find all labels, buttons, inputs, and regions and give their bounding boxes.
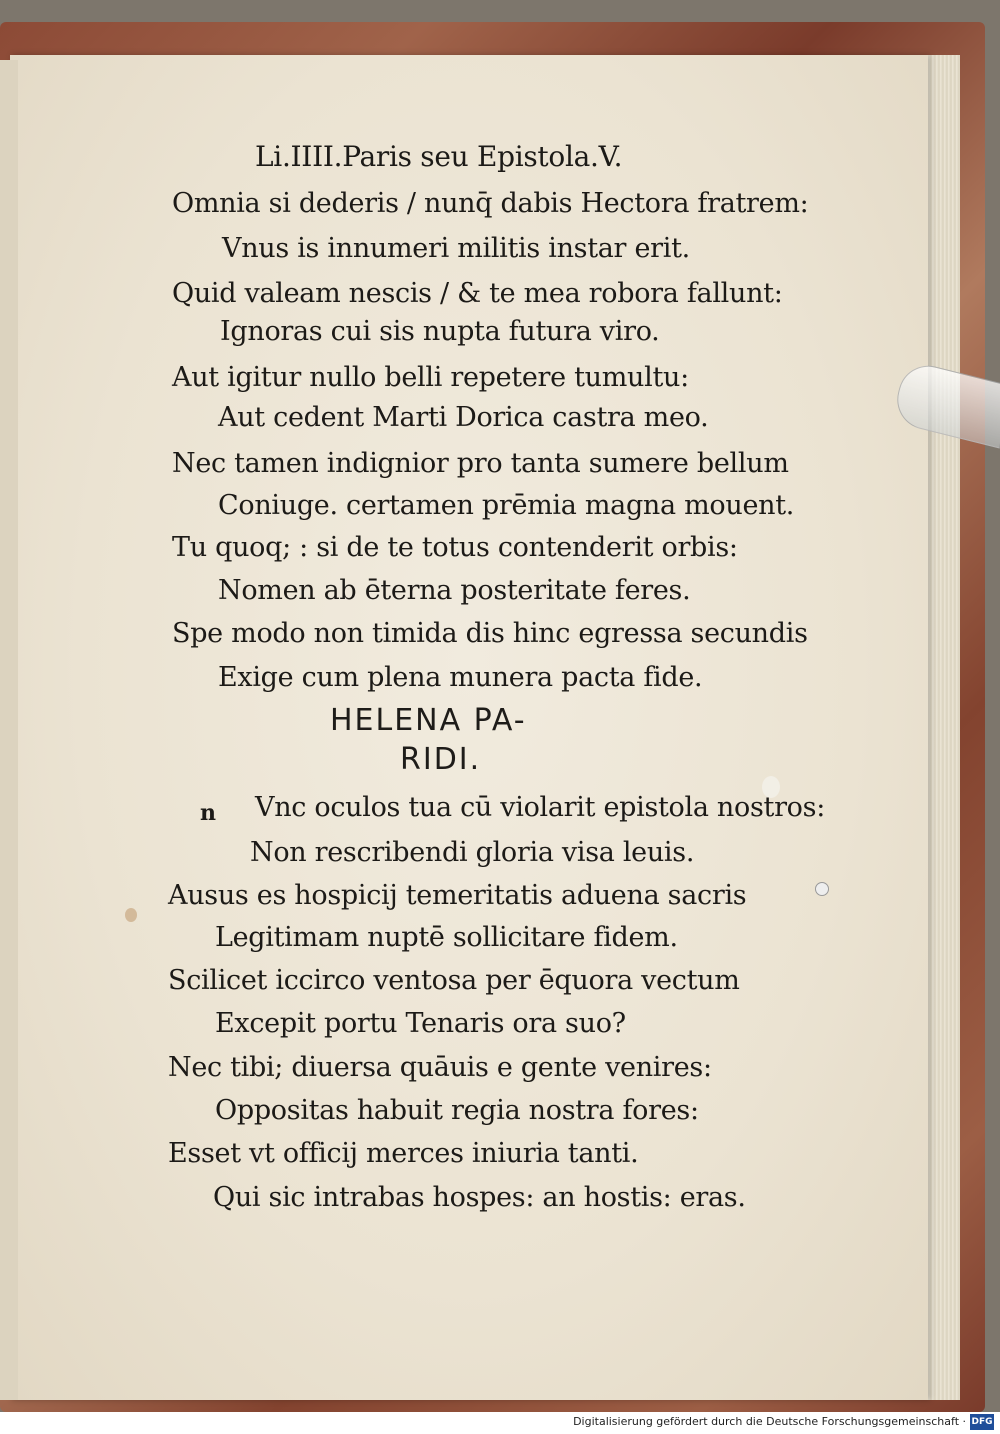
- verse-line: Legitimam nuptē sollicitare fidem.: [215, 922, 678, 953]
- running-head: Li.IIII.Paris seu Epistola.V.: [255, 140, 623, 173]
- section-title: HELENA PA-: [330, 703, 527, 738]
- section-title: RIDI.: [400, 742, 482, 777]
- verse-line: Aut igitur nullo belli repetere tumultu:: [172, 362, 689, 393]
- footer-credit: Digitalisierung gefördert durch die Deutsche Forschungsgemeinschaft ·: [573, 1415, 966, 1428]
- verse-line: Vnc oculos tua cū violarit epistola nostros:: [255, 792, 825, 823]
- verse-line: Esset vt officij merces iniuria tanti.: [168, 1138, 639, 1169]
- verse-line: Oppositas habuit regia nostra fores:: [215, 1095, 699, 1126]
- verse-line: Non rescribendi gloria visa leuis.: [250, 837, 695, 868]
- verse-line: Omnia si dederis / nunq̄ dabis Hectora fratrem:: [172, 188, 809, 219]
- verse-line: Ignoras cui sis nupta futura viro.: [220, 316, 660, 347]
- verse-line: Scilicet iccirco ventosa per ēquora vectum: [168, 965, 740, 996]
- verse-line: Exige cum plena munera pacta fide.: [218, 662, 703, 693]
- verse-line: Ausus es hospicij temeritatis aduena sacris: [168, 880, 747, 911]
- verse-line: Coniuge. certamen prēmia magna mouent.: [218, 490, 795, 521]
- verse-line: Excepit portu Tenaris ora suo?: [215, 1008, 626, 1039]
- verse-line: Quid valeam nescis / & te mea robora fallunt:: [172, 278, 783, 309]
- verse-line: Nec tibi; diuersa quāuis e gente venires:: [168, 1052, 712, 1083]
- verse-line: Tu quoq; : si de te totus contenderit orbis:: [172, 532, 738, 563]
- verse-line: Nomen ab ēterna posteritate feres.: [218, 575, 691, 606]
- verse-line: Qui sic intrabas hospes: an hostis: eras.: [213, 1182, 746, 1213]
- verse-line: Nec tamen indignior pro tanta sumere bellum: [172, 448, 789, 479]
- verse-line: Spe modo non timida dis hinc egressa secundis: [172, 618, 808, 649]
- verse-line: Aut cedent Marti Dorica castra meo.: [218, 402, 709, 433]
- footer-bar: [0, 1412, 1000, 1434]
- verse-line: Vnus is innumeri militis instar erit.: [222, 233, 690, 264]
- initial-letter: n: [200, 800, 216, 826]
- dfg-logo[interactable]: DFG: [970, 1414, 994, 1430]
